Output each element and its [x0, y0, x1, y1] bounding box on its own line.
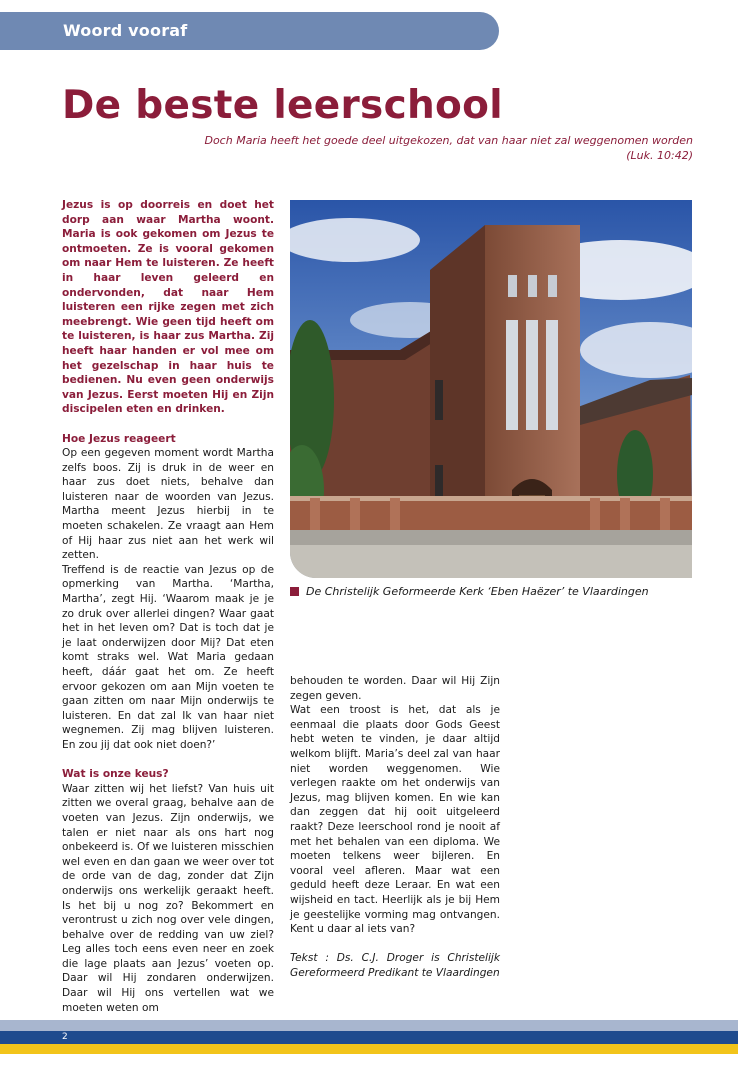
- subheading-wat-is-onze-keus: Wat is onze keus?: [62, 768, 169, 781]
- article-column-left: [62, 198, 274, 1015]
- body-paragraph: behouden te worden. Daar wil Hij Zijn zegen geven.: [290, 675, 500, 702]
- epigraph-quote: Doch Maria heeft het goede deel uitgekozen, dat van haar niet zal weggenomen worden: [204, 134, 693, 147]
- church-photo: [290, 200, 692, 578]
- author-credit: Tekst : Ds. C.J. Droger is Christelijk Gereformeerd Predikant te Vlaardingen: [290, 952, 500, 979]
- footer-band-blue: [0, 1031, 738, 1044]
- page-number: 2: [62, 1032, 68, 1042]
- epigraph: [133, 133, 693, 163]
- epigraph-reference: (Luk. 10:42): [626, 149, 693, 162]
- article-column-right: [290, 674, 500, 980]
- body-paragraph: Treffend is de reactie van Jezus op de opmerking van Martha. ‘Martha, Martha’, zegt Hij. ‘Waarom maak je je zo druk over allerlei dingen? Waar gaat het in het leven om? Dat is toch dat je je laat onderwijzen door Mij? Dat eten komt straks wel. Wat Maria gedaan heeft, dáár gaat het om. Ze heeft ervoor gekozen om aan Mijn voeten te gaan zitten om naar Mijn onderwijs te luisteren. En dat zal Ik van haar niet wegnemen. Zij mag blijven luisteren. En zou jij dat ook niet doen?’: [62, 563, 274, 751]
- caption-text: De Christelijk Geformeerde Kerk ‘Eben Haëzer’ te Vlaardingen: [306, 585, 649, 598]
- footer-band-yellow: [0, 1044, 738, 1054]
- section-label: Woord vooraf: [63, 21, 188, 40]
- intro-paragraph: Jezus is op doorreis en doet het dorp aan waar Martha woont. Maria is ook gekomen om Jezus te ontmoeten. Ze is vooral gekomen om naar Hem te luisteren. Ze heeft in haar leven geleerd en ondervonden, dat naar Hem luisteren een rijke zegen met zich meebrengt. Wie geen tijd heeft om te luisteren, is haar zus Martha. Zij heeft haar handen er vol mee om het gezelschap in haar huis te bedienen. Nu even geen onderwijs van Jezus. Eerst moeten Hij en Zijn discipelen eten en drinken.: [62, 199, 274, 416]
- subheading-hoe-jezus-reageert: Hoe Jezus reageert: [62, 432, 176, 445]
- article-title: De beste leerschool: [62, 83, 503, 128]
- body-paragraph: Waar zitten wij het liefst? Van huis uit zitten we overal graag, behalve aan de voeten van Jezus. Zijn onderwijs, we talen er niet naar als ons hart nog onbekeerd is. Of we luisteren misschien wel even en dan gaan we weer over tot de orde van de dag, zonder dat Zijn onderwijs ons werkelijk geraakt heeft. Is het bij u nog zo? Bekommert en verontrust u zich nog over vele dingen, behalve over de redding van uw ziel? Leg alles toch eens even neer en zoek die lage plaats aan Jezus’ voeten op. Daar wil Hij zondaren onderwijzen. Daar wil Hij ons vertellen wat we moeten weten om: [62, 782, 274, 1014]
- body-paragraph: Wat een troost is het, dat als je eenmaal die plaats door Gods Geest hebt weten te vinden, je daar altijd welkom blijft. Maria’s deel zal van haar niet worden weggenomen. Wie verlegen raakte om het onderwijs van Jezus, mag blijven komen. En wie kan dan zeggen dat hij ooit uitgeleerd raakt? Deze leerschool rond je nooit af met het behalen van een diploma. We moeten telkens weer bijleren. En vooral veel afleren. Maar wat een geduld heeft deze Leraar. En wat een wijsheid en tact. Heerlijk als je bij Hem je geestelijke vorming mag ontvangen. Kent u daar al iets van?: [290, 704, 500, 936]
- caption-square-bullet: [290, 587, 299, 596]
- footer-band-light: [0, 1020, 738, 1031]
- photo-caption: [290, 585, 710, 599]
- section-tab: [0, 12, 499, 50]
- body-paragraph: Op een gegeven moment wordt Martha zelfs boos. Zij is druk in de weer en haar zus doet niets, behalve dan luisteren naar de woorden van Jezus. Martha meent Jezus hierbij in te moeten schakelen. Ze vraagt aan Hem of Hij haar zus niet aan het werk wil zetten.: [62, 447, 274, 562]
